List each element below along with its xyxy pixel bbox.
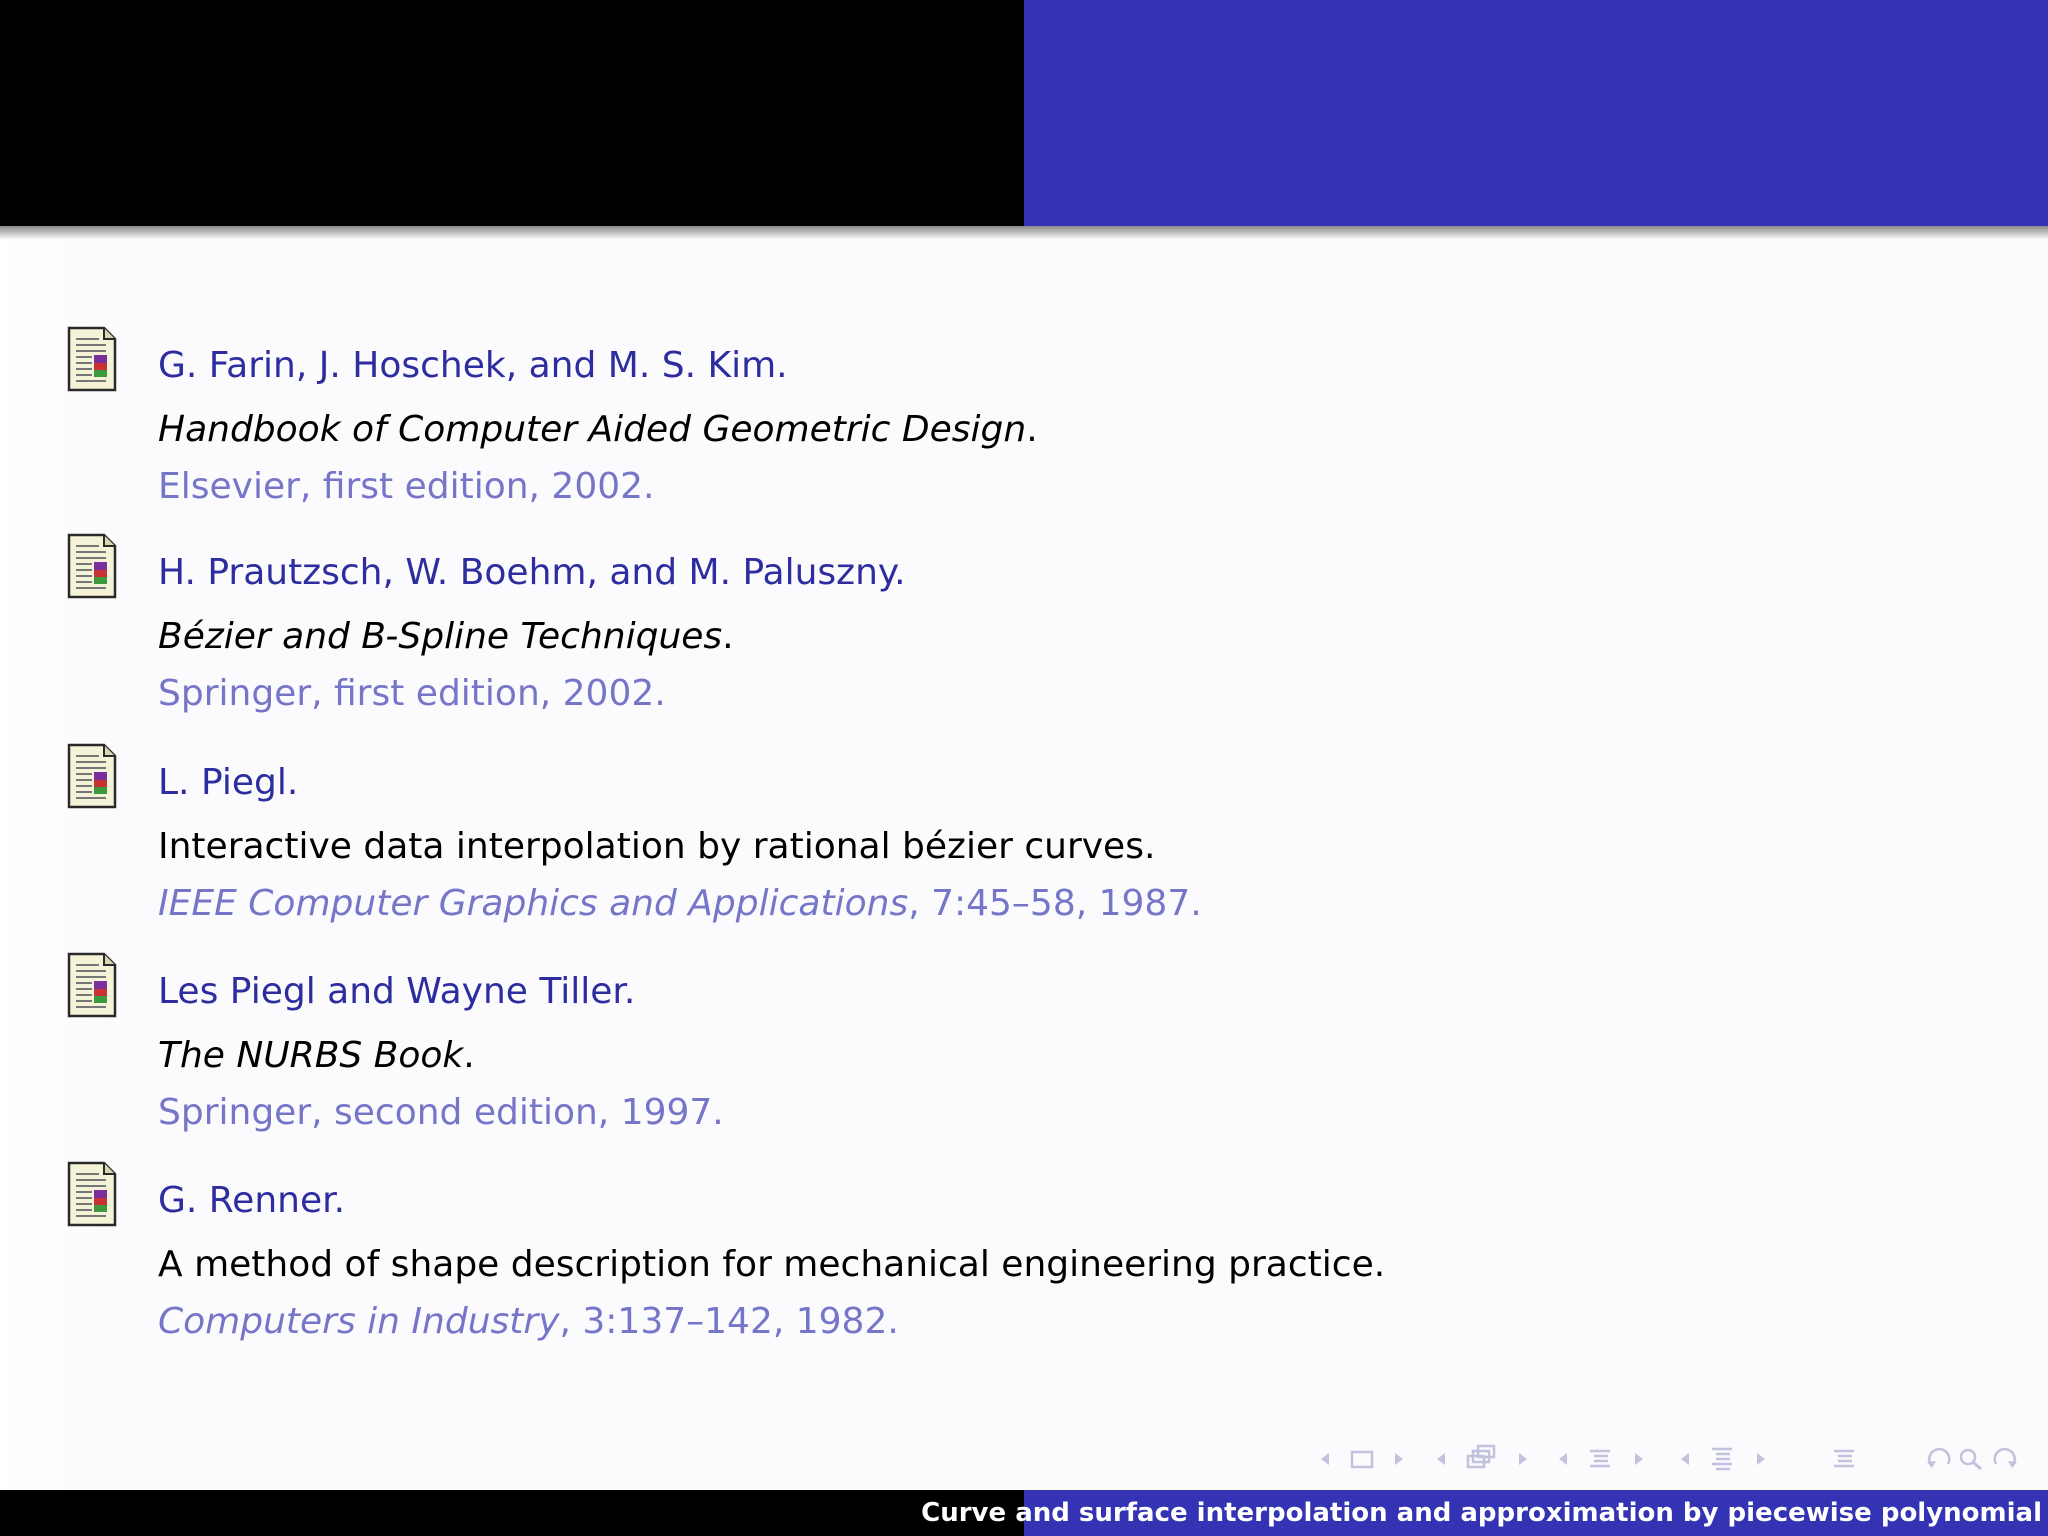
bib-title-suffix: . xyxy=(722,616,734,657)
bib-publication xyxy=(158,467,655,507)
bib-publication xyxy=(158,1302,899,1342)
appendix-icon[interactable] xyxy=(1830,1444,1858,1474)
bib-title-text: Bézier and B-Spline Techniques xyxy=(158,616,723,657)
header-left-panel xyxy=(0,0,1024,226)
bib-title xyxy=(158,410,1038,450)
frame-icon[interactable] xyxy=(1348,1444,1376,1474)
bib-title xyxy=(158,1245,1385,1285)
article-icon xyxy=(66,742,118,810)
back-icon[interactable] xyxy=(1924,1444,1954,1474)
header-right-panel xyxy=(1024,0,2048,226)
bib-authors: G. Renner. xyxy=(158,1180,346,1221)
bib-authors: H. Prautzsch, W. Boehm, and M. Paluszny. xyxy=(158,552,906,593)
bib-title xyxy=(158,1036,475,1076)
forward-icon[interactable] xyxy=(1990,1444,2020,1474)
bib-title-text: Handbook of Computer Aided Geometric Design xyxy=(158,409,1027,450)
bib-title-suffix: . xyxy=(1026,409,1038,450)
bib-details: , 3:137–142, 1982. xyxy=(559,1301,899,1342)
bib-publication xyxy=(158,674,666,714)
frame-prev-icon[interactable] xyxy=(1318,1444,1332,1474)
article-icon xyxy=(66,1160,118,1228)
article-icon xyxy=(66,532,118,600)
bib-details: Elsevier, first edition, 2002. xyxy=(158,466,655,507)
footer-title: Curve and surface interpolation and approximation by piecewise polynomial xyxy=(921,1498,2042,1528)
header-shadow xyxy=(0,226,2048,240)
bib-authors: G. Farin, J. Hoschek, and M. S. Kim. xyxy=(158,345,788,386)
presentation-next-icon[interactable] xyxy=(1754,1444,1768,1474)
bib-details: Springer, first edition, 2002. xyxy=(158,673,666,714)
subsection-next-icon[interactable] xyxy=(1516,1444,1530,1474)
footer-left-panel xyxy=(0,1490,1024,1536)
bibliography xyxy=(0,240,2048,1490)
header-bar xyxy=(0,0,2048,226)
presentation-icon[interactable] xyxy=(1708,1444,1736,1474)
section-next-icon[interactable] xyxy=(1632,1444,1646,1474)
frame-next-icon[interactable] xyxy=(1392,1444,1406,1474)
bib-details: Springer, second edition, 1997. xyxy=(158,1092,724,1133)
subsection-icon[interactable] xyxy=(1464,1444,1498,1474)
presentation-prev-icon[interactable] xyxy=(1678,1444,1692,1474)
footer-bar xyxy=(0,1490,2048,1536)
bib-details: , 7:45–58, 1987. xyxy=(908,883,1202,924)
bib-title-suffix: . xyxy=(463,1035,475,1076)
bib-title xyxy=(158,827,1155,867)
bib-publication xyxy=(158,1093,724,1133)
footer-right-panel xyxy=(921,1490,2048,1536)
bib-publication xyxy=(158,884,1202,924)
bib-title-text: The NURBS Book xyxy=(158,1035,464,1076)
bib-title xyxy=(158,617,734,657)
bib-title-text: Interactive data interpolation by rational bézier curves. xyxy=(158,826,1156,867)
bib-authors: Les Piegl and Wayne Tiller. xyxy=(158,971,636,1012)
article-icon xyxy=(66,325,118,393)
bib-title-text: A method of shape description for mechanical engineering practice. xyxy=(158,1244,1386,1285)
bib-authors: L. Piegl. xyxy=(158,762,299,803)
subsection-prev-icon[interactable] xyxy=(1434,1444,1448,1474)
bib-venue: IEEE Computer Graphics and Applications xyxy=(158,883,909,924)
article-icon xyxy=(66,951,118,1019)
bib-venue: Computers in Industry xyxy=(158,1301,560,1342)
section-icon[interactable] xyxy=(1586,1444,1614,1474)
search-icon[interactable] xyxy=(1956,1444,1986,1474)
section-prev-icon[interactable] xyxy=(1556,1444,1570,1474)
